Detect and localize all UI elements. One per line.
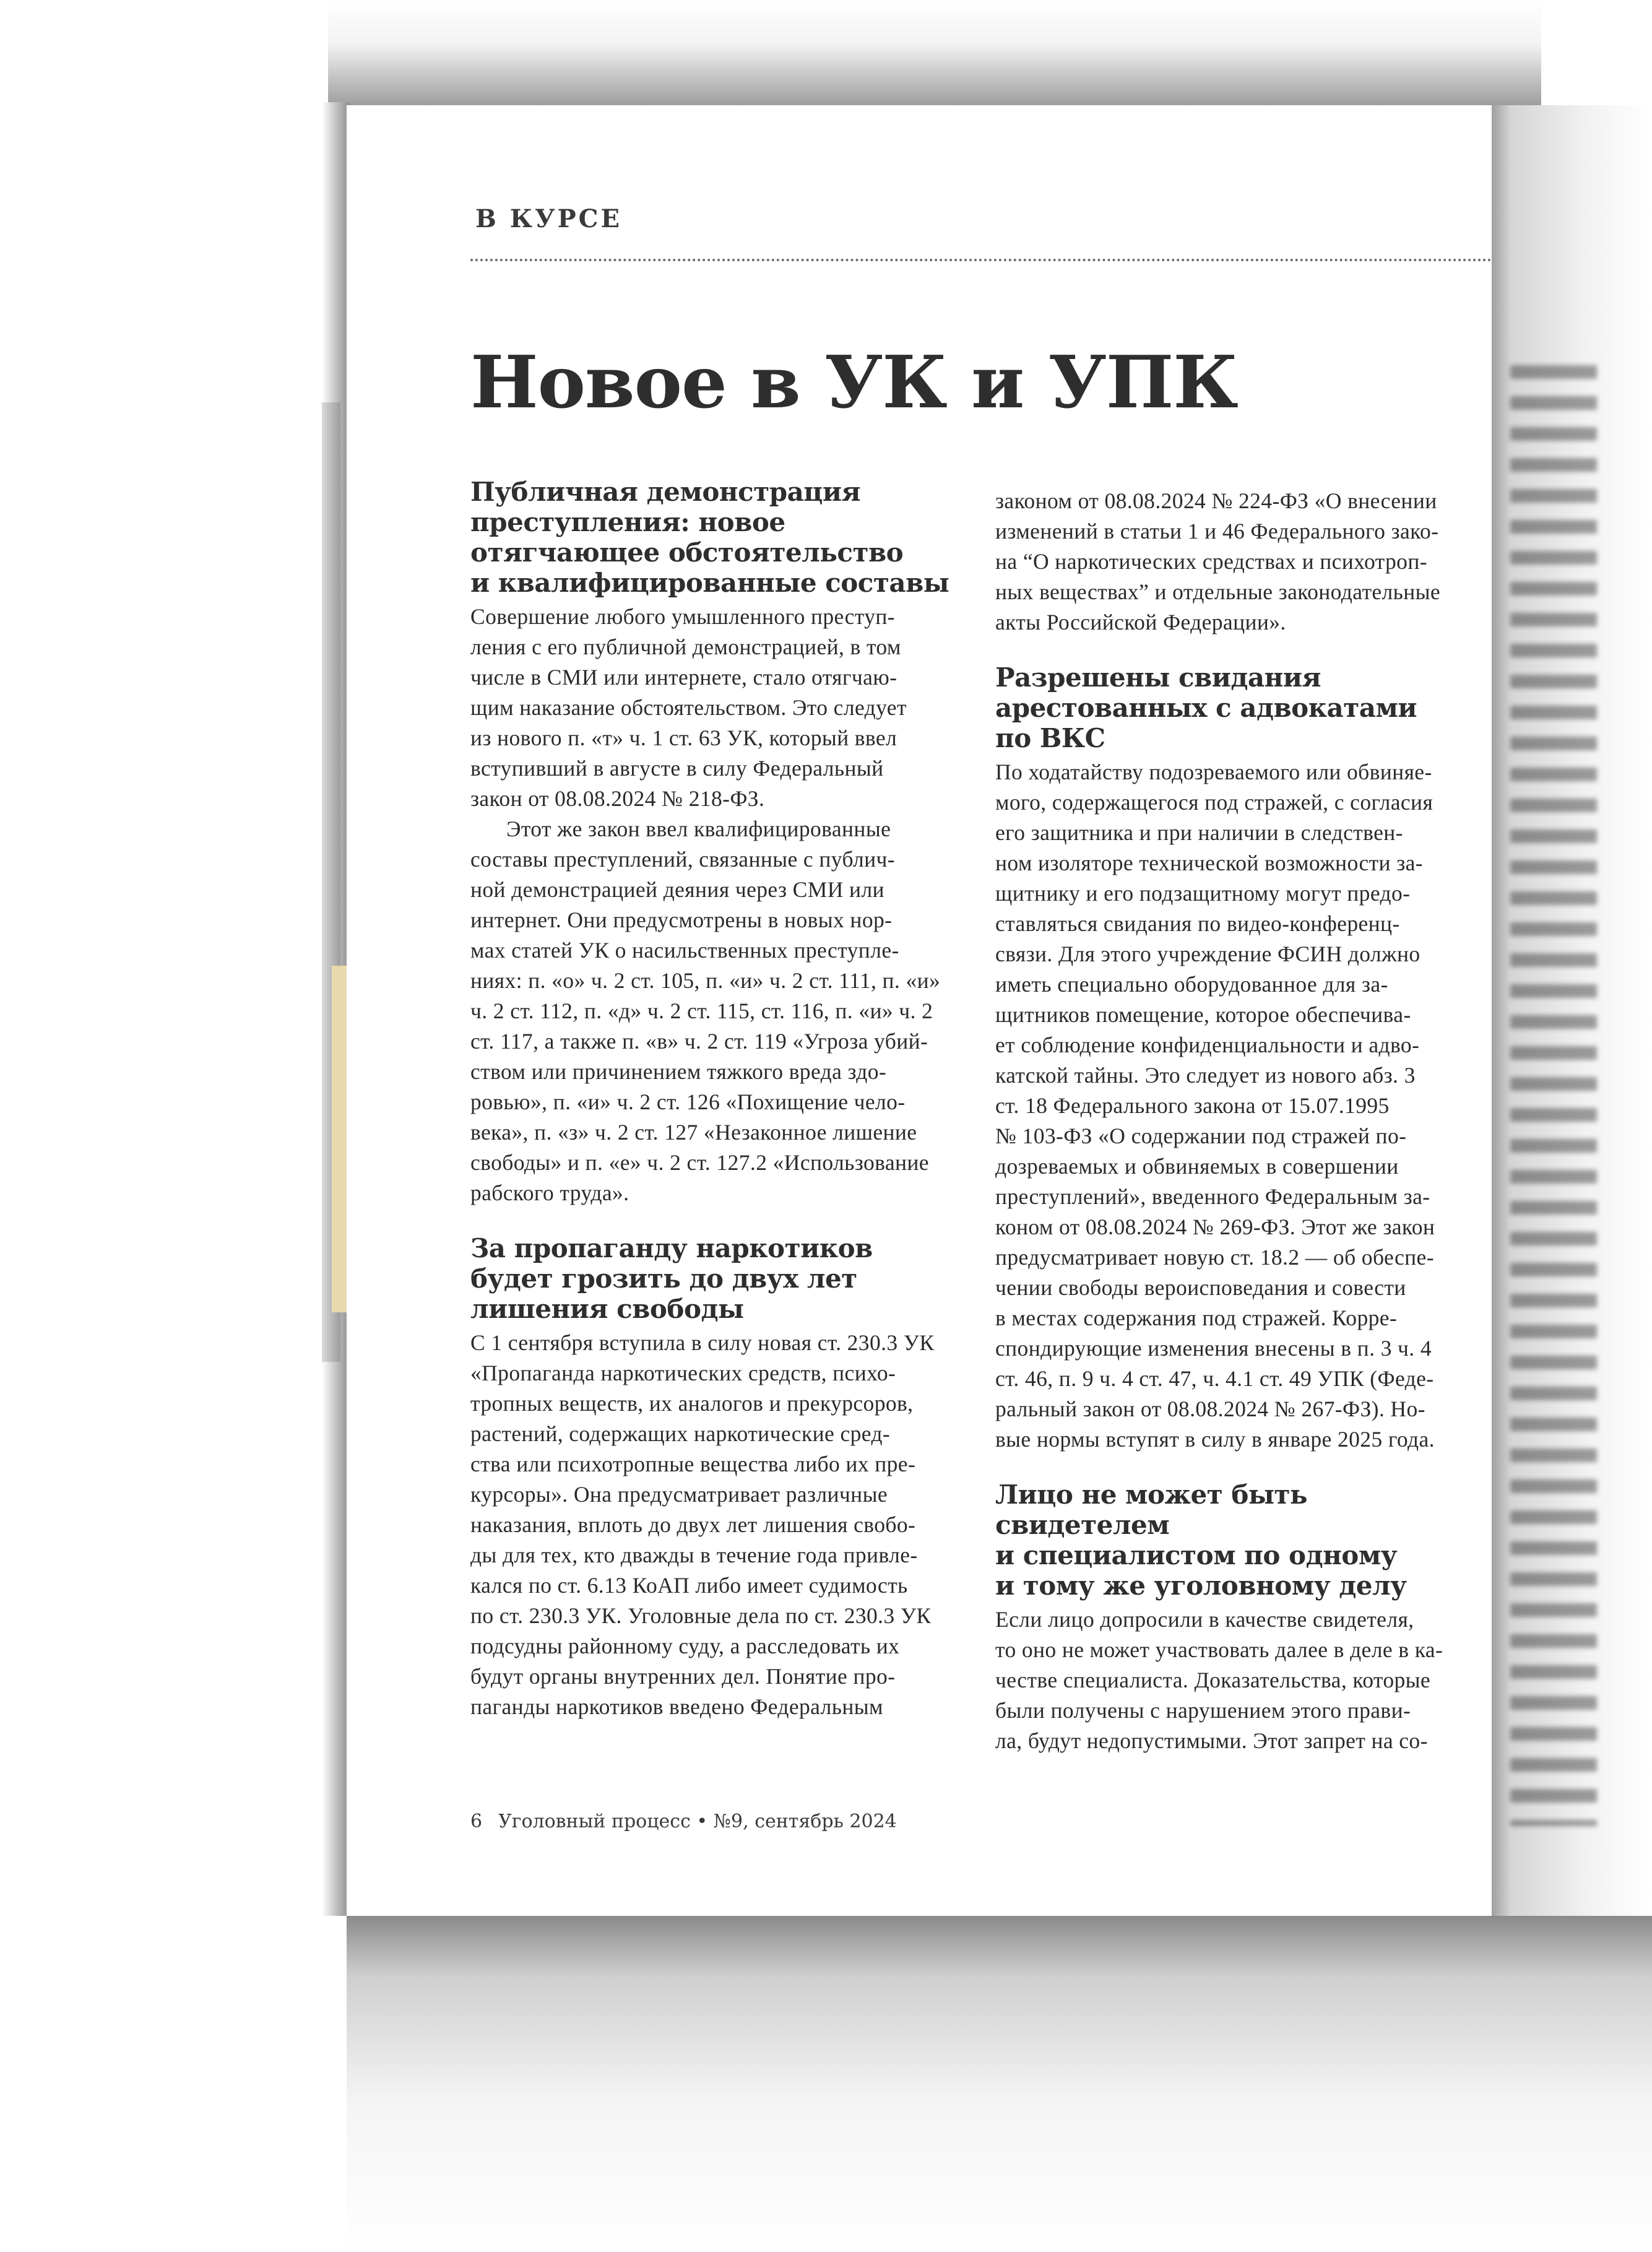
text-line: законом от 08.08.2024 № 224-ФЗ «О внесении	[995, 488, 1437, 513]
right-column	[995, 486, 1487, 1756]
blurred-next-page-text	[1510, 365, 1597, 1826]
text-line: по ст. 230.3 УК. Уголовные дела по ст. 230.3 УК	[470, 1603, 932, 1628]
text-line: интернет. Они предусмотрены в новых нор-	[470, 907, 893, 932]
text-line: ральный закон от 08.08.2024 № 267-ФЗ). Но-	[995, 1397, 1425, 1421]
text-line: свободы» и п. «е» ч. 2 ст. 127.2 «Использование	[470, 1150, 929, 1175]
text-line: ства или психотропные вещества либо их пре-	[470, 1452, 916, 1476]
publication-info: Уголовный процесс • №9, сентябрь 2024	[498, 1811, 897, 1832]
heading-line: Разрешены свидания	[995, 662, 1321, 693]
text-line: из нового п. «т» ч. 1 ст. 63 УК, который ввел	[470, 725, 897, 750]
heading-line: по ВКС	[995, 723, 1105, 753]
text-line: честве специалиста. Доказательства, которые	[995, 1668, 1431, 1692]
text-line: кался по ст. 6.13 КоАП либо имеет судимость	[470, 1573, 908, 1598]
text-line: мого, содержащегося под стражей, с согласия	[995, 790, 1434, 815]
heading-line: и специалистом по одному	[995, 1540, 1398, 1570]
text-line: акты Российской Федерации».	[995, 610, 1286, 634]
text-line: растений, содержащих наркотические сред-	[470, 1421, 891, 1446]
text-line: ных веществах” и отдельные законодательные	[995, 579, 1441, 604]
left-column	[470, 477, 959, 1722]
text-line: № 103-ФЗ «О содержании под стражей по-	[995, 1124, 1407, 1148]
text-line: ч. 2 ст. 112, п. «д» ч. 2 ст. 115, ст. 116, п. «и» ч. 2	[470, 998, 933, 1023]
article-paragraph	[995, 486, 1487, 638]
text-line: ной демонстрацией деяния через СМИ или	[470, 877, 884, 902]
text-line: мах статей УК о насильственных преступле-	[470, 938, 899, 963]
scan-shadow-top	[328, 0, 1541, 108]
text-line: ровью», п. «и» ч. 2 ст. 126 «Похищение чело-	[470, 1089, 906, 1114]
text-line: будут органы внутренних дел. Понятие про-	[470, 1664, 896, 1689]
article-paragraph	[995, 757, 1487, 1455]
dotted-divider	[470, 259, 1492, 261]
article-heading	[995, 662, 1487, 753]
text-line: щитнику и его подзащитному могут предо-	[995, 881, 1411, 906]
text-line: спондирующие изменения внесены в п. 3 ч. 4	[995, 1336, 1432, 1361]
article-paragraph	[470, 814, 959, 1208]
text-line: были получены с нарушением этого прави-	[995, 1698, 1411, 1723]
text-line: С 1 сентября вступила в силу новая ст. 230.3 УК	[470, 1330, 935, 1355]
text-line: катской тайны. Это следует из нового абз. 3	[995, 1063, 1416, 1088]
heading-line: будет грозить до двух лет	[470, 1263, 857, 1294]
article-paragraph	[470, 602, 959, 814]
text-line: наказания, вплоть до двух лет лишения свобо-	[470, 1512, 916, 1537]
article-heading	[470, 1233, 959, 1324]
text-line: «Пропаганда наркотических средств, психо-	[470, 1361, 896, 1385]
scan-shadow-bottom	[347, 1916, 1652, 2252]
text-line: иметь специально оборудованное для за-	[995, 972, 1388, 997]
text-line: ды для тех, кто дважды в течение года привле-	[470, 1543, 918, 1567]
text-line: преступлений», введенного Федеральным за-	[995, 1184, 1430, 1209]
heading-line: арестованных с адвокатами	[995, 693, 1417, 723]
heading-line: лишения свободы	[470, 1294, 744, 1324]
text-line: ст. 46, п. 9 ч. 4 ст. 47, ч. 4.1 ст. 49 УПК (Феде-	[995, 1366, 1434, 1391]
text-line: ном изоляторе технической возможности за-	[995, 851, 1424, 875]
article-heading	[470, 477, 959, 598]
text-line: курсоры». Она предусматривает различные	[470, 1482, 888, 1507]
text-line: предусматривает новую ст. 18.2 — об обеспе-	[995, 1245, 1434, 1270]
text-line: ставляться свидания по видео-конференц-	[995, 911, 1400, 936]
text-line: чении свободы вероисповедания и совести	[995, 1275, 1406, 1300]
text-line: то оно не может участвовать далее в деле в ка-	[995, 1637, 1443, 1662]
text-line: изменений в статьи 1 и 46 Федерального зако-	[995, 519, 1439, 544]
text-line: Совершение любого умышленного преступ-	[470, 604, 895, 629]
text-line: Если лицо допросили в качестве свидетеля,	[995, 1607, 1414, 1632]
article-heading	[995, 1479, 1487, 1601]
heading-line: преступления: новое	[470, 507, 785, 537]
page-number: 6	[470, 1811, 483, 1832]
text-line: ет соблюдение конфиденциальности и адво-	[995, 1033, 1420, 1057]
text-line: подсудны районному суду, а расследовать их	[470, 1634, 900, 1658]
text-line: связи. Для этого учреждение ФСИН должно	[995, 942, 1421, 966]
text-line: ст. 117, а также п. «в» ч. 2 ст. 119 «Угроза убий-	[470, 1029, 928, 1054]
text-line: По ходатайству подозреваемого или обвиняе-	[995, 760, 1432, 784]
page-footer	[470, 1811, 897, 1832]
text-line: числе в СМИ или интернете, стало отягчаю-	[470, 665, 897, 690]
heading-line: За пропаганду наркотиков	[470, 1233, 873, 1263]
text-line: составы преступлений, связанные с публич-	[470, 847, 896, 872]
text-line: ления с его публичной демонстрацией, в том	[470, 634, 901, 659]
section-label: В КУРСЕ	[475, 204, 622, 233]
text-line: вые нормы вступят в силу в январе 2025 года.	[995, 1427, 1435, 1452]
text-line: ством или причинением тяжкого вреда здо-	[470, 1059, 887, 1084]
heading-line: Лицо не может быть свидетелем	[995, 1479, 1307, 1540]
text-line: щитников помещение, которое обеспечива-	[995, 1002, 1411, 1027]
text-line: щим наказание обстоятельством. Это следует	[470, 695, 907, 720]
text-line: коном от 08.08.2024 № 269-ФЗ. Этот же закон	[995, 1215, 1435, 1239]
text-line: дозреваемых и обвиняемых в совершении	[995, 1154, 1399, 1179]
text-line: рабского труда».	[470, 1180, 629, 1205]
text-line: на “О наркотических средствах и психотроп-	[995, 549, 1427, 574]
text-line: ниях: п. «о» ч. 2 ст. 105, п. «и» ч. 2 ст. 111, п. «и»	[470, 968, 941, 993]
article-paragraph	[470, 1328, 959, 1722]
text-line: Этот же закон ввел квалифицированные	[506, 816, 891, 841]
heading-line: отягчающее обстоятельство	[470, 537, 904, 568]
page-title: Новое в УК и УПК	[470, 340, 1238, 425]
magazine-page	[347, 105, 1492, 1916]
heading-line: и квалифицированные составы	[470, 568, 949, 598]
text-line: вступивший в августе в силу Федеральный	[470, 756, 884, 781]
text-line: в местах содержания под стражей. Корре-	[995, 1306, 1398, 1330]
text-line: века», п. «з» ч. 2 ст. 127 «Незаконное лишение	[470, 1120, 917, 1145]
text-line: тропных веществ, их аналогов и прекурсоров,	[470, 1391, 914, 1416]
text-line: ла, будут недопустимыми. Этот запрет на со-	[995, 1728, 1428, 1753]
text-line: паганды наркотиков введено Федеральным	[470, 1694, 883, 1719]
text-line: ст. 18 Федерального закона от 15.07.1995	[995, 1093, 1390, 1118]
text-line: закон от 08.08.2024 № 218-ФЗ.	[470, 786, 765, 811]
scan-page-edge-strip	[332, 966, 347, 1312]
article-paragraph	[995, 1605, 1487, 1756]
heading-line: и тому же уголовному делу	[995, 1570, 1407, 1601]
heading-line: Публичная демонстрация	[470, 477, 861, 507]
text-line: его защитника и при наличии в следствен-	[995, 820, 1403, 845]
